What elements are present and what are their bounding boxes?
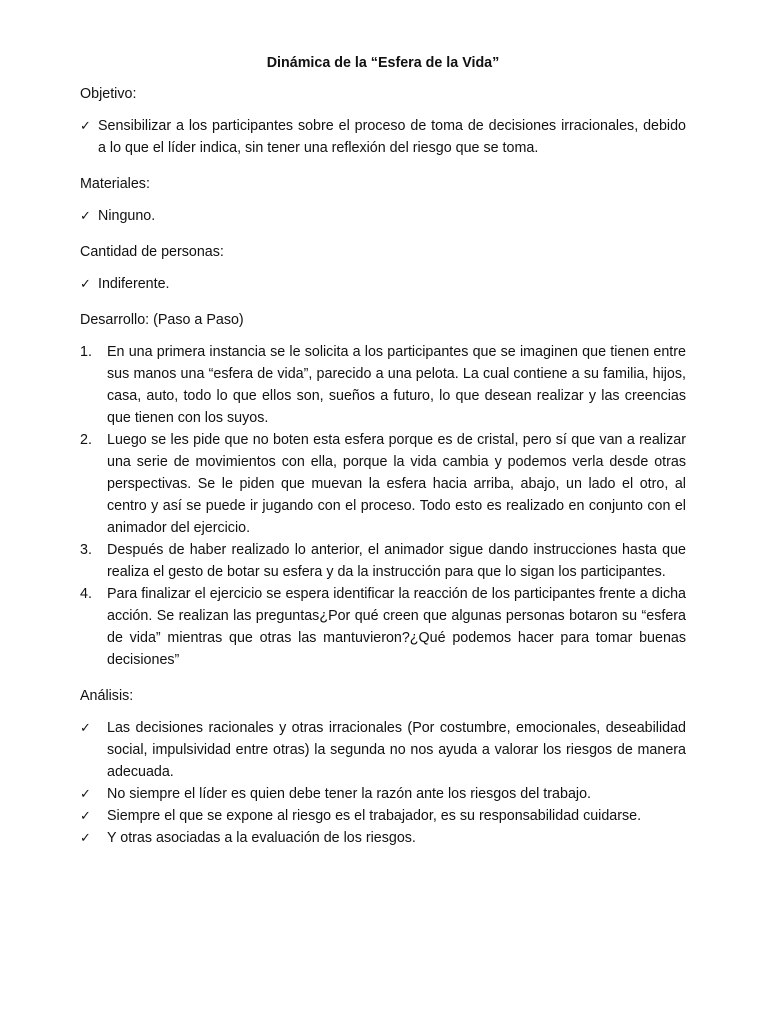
heading-desarrollo: Desarrollo: (Paso a Paso) bbox=[80, 312, 244, 328]
heading-analisis: Análisis: bbox=[80, 688, 134, 704]
heading-materiales: Materiales: bbox=[80, 176, 150, 192]
step-item bbox=[80, 583, 686, 671]
cantidad-list bbox=[80, 273, 686, 295]
checkmark-icon: ✓ bbox=[80, 830, 91, 845]
step-item bbox=[80, 539, 686, 583]
checkmark-icon: ✓ bbox=[80, 786, 91, 801]
document-title: Dinámica de la “Esfera de la Vida” bbox=[266, 55, 500, 71]
materiales-list bbox=[80, 205, 686, 227]
list-item bbox=[80, 205, 686, 227]
checkmark-icon: ✓ bbox=[80, 808, 91, 823]
analisis-text: Las decisiones racionales y otras irracionales (Por costumbre, emocionales, deseabilidad social, impulsividad entre otras) la segunda no nos ayuda a valorar los riesgos de manera adecuada. bbox=[107, 720, 686, 780]
objetivo-list bbox=[80, 115, 686, 159]
checkmark-icon: ✓ bbox=[80, 720, 91, 735]
objetivo-text: Sensibilizar a los participantes sobre el proceso de toma de decisiones irracionales, debido a lo que el líder indica, sin tener una reflexión del riesgo que se toma. bbox=[98, 118, 686, 156]
list-item bbox=[80, 783, 686, 805]
heading-cantidad: Cantidad de personas: bbox=[80, 244, 224, 260]
analisis-list bbox=[80, 717, 686, 849]
step-text: Luego se les pide que no boten esta esfera porque es de cristal, pero sí que van a realizar una serie de movimientos con ella, porque la vida cambia y podemos verla desde otras perspectivas. Se le piden que muevan la esfera hacia arriba, abajo, un lado el otro, al centro y así se puede ir jugando con el proceso. Todo esto es realizado en conjunto con el animador del ejercicio. bbox=[107, 432, 686, 536]
step-text: Después de haber realizado lo anterior, el animador sigue dando instrucciones hasta que realiza el gesto de botar su esfera y da la instrucción para que lo sigan los participantes. bbox=[107, 542, 686, 580]
analisis-text: No siempre el líder es quien debe tener la razón ante los riesgos del trabajo. bbox=[107, 786, 591, 802]
step-text: Para finalizar el ejercicio se espera identificar la reacción de los participantes frente a dicha acción. Se realizan las preguntas¿Por qué creen que algunas personas botaron su “esfera de vida” mientras que otras las mantuvieron?¿Qué podemos hacer para tomar buenas decisiones” bbox=[107, 586, 686, 668]
list-item bbox=[80, 115, 686, 159]
cantidad-text: Indiferente. bbox=[98, 276, 170, 292]
step-number: 3. bbox=[80, 542, 92, 558]
list-item bbox=[80, 273, 686, 295]
step-item bbox=[80, 429, 686, 539]
step-number: 1. bbox=[80, 344, 92, 360]
checkmark-icon: ✓ bbox=[80, 118, 91, 133]
heading-objetivo: Objetivo: bbox=[80, 86, 137, 102]
analisis-text: Y otras asociadas a la evaluación de los riesgos. bbox=[107, 830, 416, 846]
materiales-text: Ninguno. bbox=[98, 208, 156, 224]
step-text: En una primera instancia se le solicita a los participantes que se imaginen que tienen entre sus manos una “esfera de vida”, parecido a una pelota. La cual contiene a su familia, hijos, casa, auto, todo lo que ellos son, sueños a futuro, lo que desean realizar y las creencias que tienen con los suyos. bbox=[107, 344, 686, 426]
step-number: 2. bbox=[80, 432, 92, 448]
step-item bbox=[80, 341, 686, 429]
desarrollo-steps bbox=[80, 341, 686, 671]
step-number: 4. bbox=[80, 586, 92, 602]
list-item bbox=[80, 717, 686, 783]
list-item bbox=[80, 805, 686, 827]
checkmark-icon: ✓ bbox=[80, 208, 91, 223]
checkmark-icon: ✓ bbox=[80, 276, 91, 291]
list-item bbox=[80, 827, 686, 849]
analisis-text: Siempre el que se expone al riesgo es el trabajador, es su responsabilidad cuidarse. bbox=[107, 808, 642, 824]
